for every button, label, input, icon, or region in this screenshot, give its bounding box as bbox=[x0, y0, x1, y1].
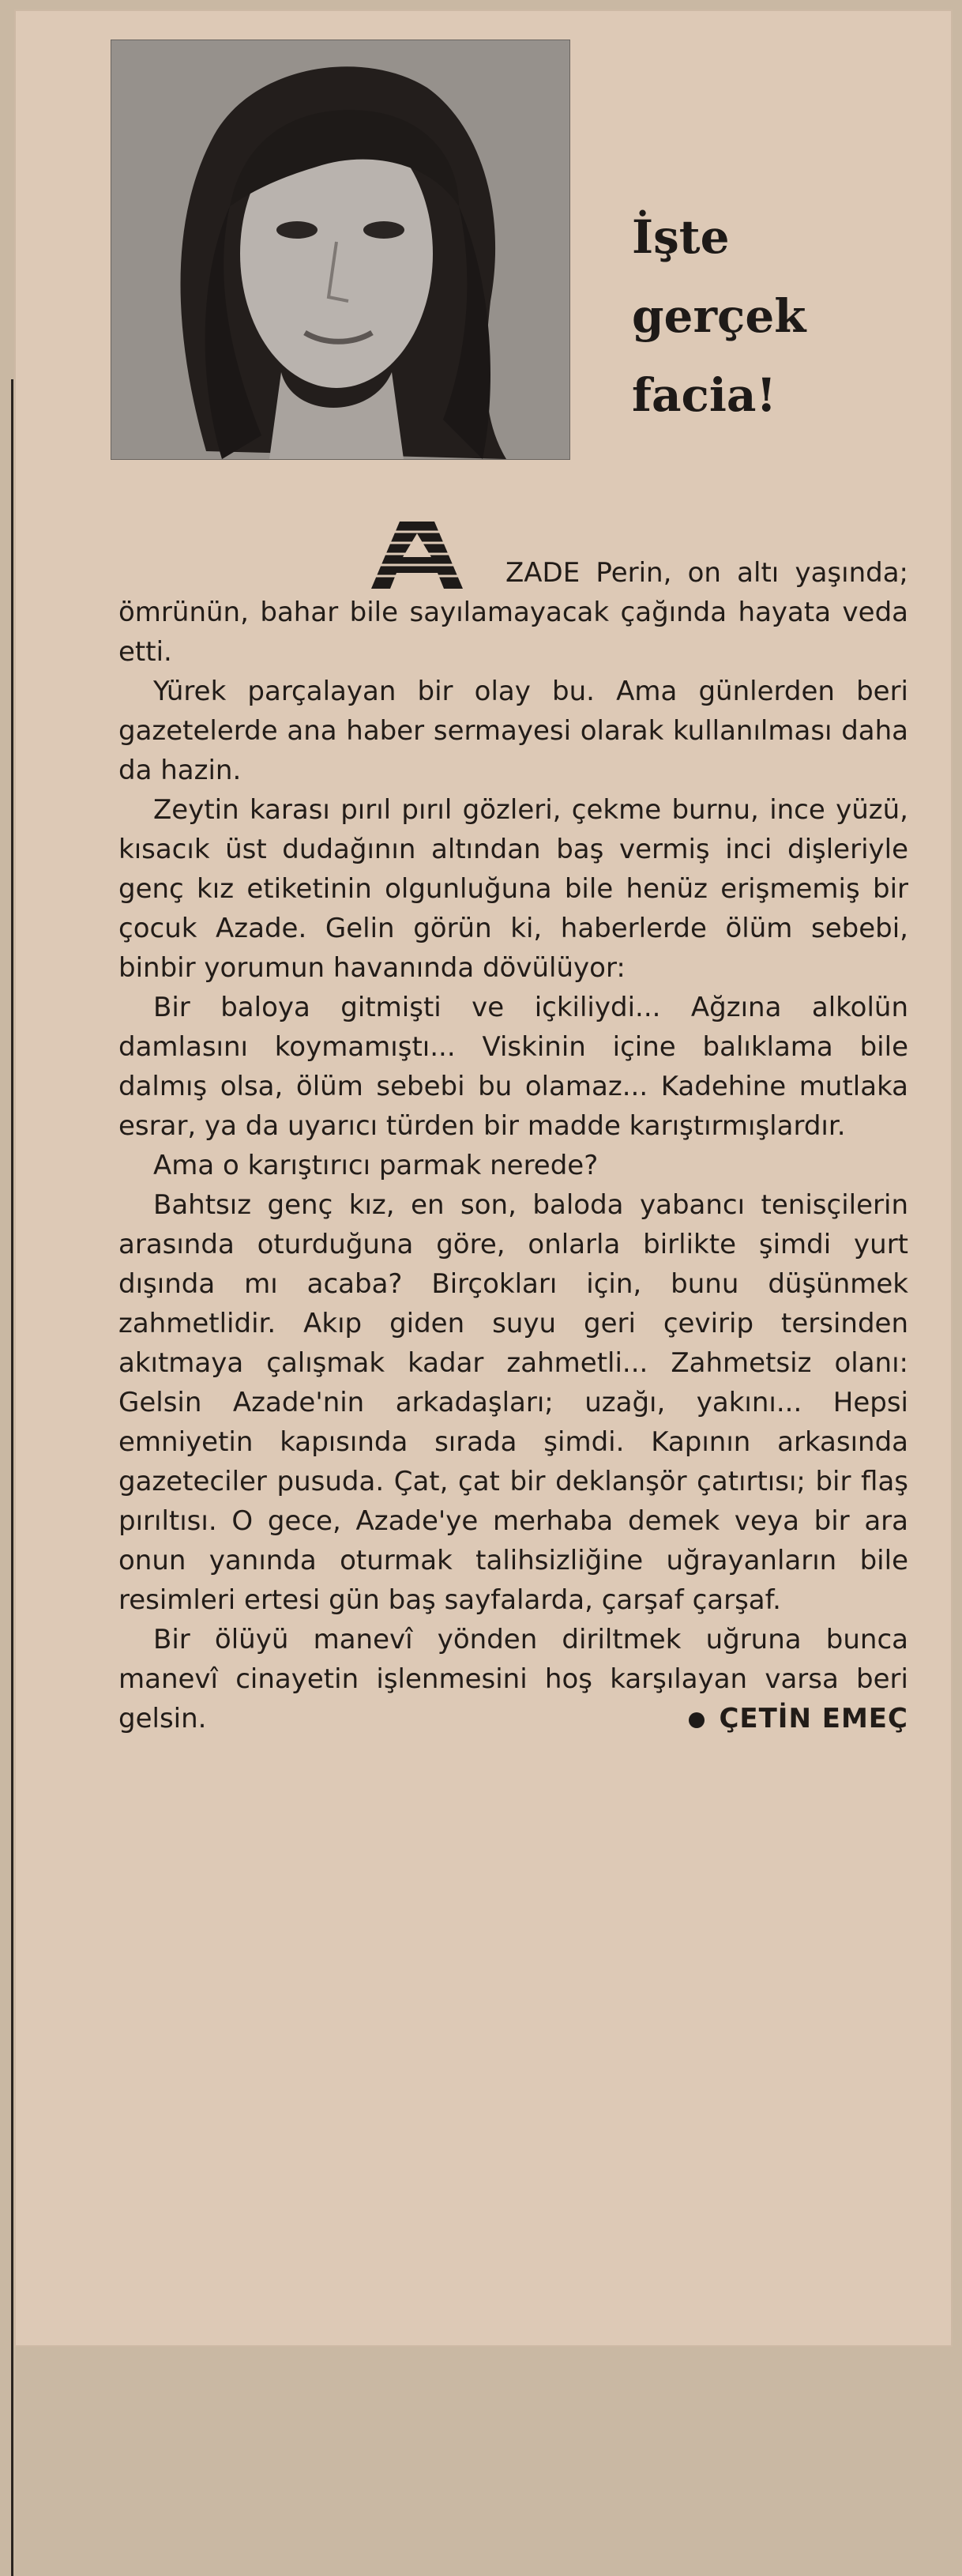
bullet-dot-icon bbox=[689, 1712, 705, 1728]
portrait-photo bbox=[111, 40, 570, 460]
paragraph-1 bbox=[118, 553, 908, 672]
paragraph-7 bbox=[118, 1620, 908, 1738]
first-paragraph-text: ZADE Perin, on altı yaşında; ömrünün, bahar bile sayılamayacak çağında hayata veda etti. bbox=[118, 557, 908, 668]
headline-line-3: facia! bbox=[632, 368, 776, 422]
author-name: ÇETİN EMEÇ bbox=[719, 1703, 908, 1734]
column-rule bbox=[11, 379, 13, 2576]
headline bbox=[632, 198, 916, 435]
closing-text: Bir ölüyü manevî yönden diriltmek uğruna bunca manevî cinayetin işlenmesini hoş karşılayan varsa beri gelsin. bbox=[118, 1624, 908, 1734]
paragraph-5: Ama o karıştırıcı parmak nerede? bbox=[153, 1150, 599, 1181]
paragraph-4: Bir baloya gitmişti ve içkiliydi... Ağzına alkolün damlasını koymamıştı... Viskinin içine balıklama bile dalmış olsa, ölüm sebebi bu olamaz... Kadehine mutlaka esrar, ya da uyarıcı türden bir madde karıştırmışlardır. bbox=[118, 992, 908, 1142]
author-signature bbox=[654, 1699, 908, 1738]
headline-line-1: İşte bbox=[632, 210, 730, 264]
paragraph-6: Bahtsız genç kız, en son, baloda yabancı tenisçilerin arasında oturduğuna göre, onlarla birlikte şimdi yurt dışında mı acaba? Birçokları için, bunu düşünmek zahmetlidir. Akıp giden suyu geri çevirip tersinden akıtmaya çalışmak kadar zahmetli... Zahmetsiz olanı: Gelsin Azade'nin arkadaşları; uzağı, yakını... Hepsi emniyetin kapısında sırada şimdi. Kapının arkasında gazeteciler pusuda. Çat, çat bir deklanşör çatırtısı; bir flaş pırıltısı. O gece, Azade'ye merhaba demek veya bir ara onun yanında oturmak talihsizliğine uğrayanların bile resimleri ertesi gün baş sayfalarda, çarşaf çarşaf. bbox=[118, 1189, 908, 1616]
paragraph-3: Zeytin karası pırıl pırıl gözleri, çekme burnu, ince yüzü, kısacık üst dudağının altından baş vermiş inci dişleriyle genç kız etiketinin olgunluğuna bile henüz erişmemiş bir çocuk Azade. Gelin görün ki, haberlerde ölüm sebebi, binbir yorumun havanında dövülüyor: bbox=[118, 794, 908, 984]
article-body bbox=[118, 553, 908, 1738]
headline-line-2: gerçek bbox=[632, 289, 806, 343]
paragraph-2: Yürek parçalayan bir olay bu. Ama günlerden beri gazetelerde ana haber sermayesi olarak kullanılması daha da hazin. bbox=[118, 676, 908, 786]
